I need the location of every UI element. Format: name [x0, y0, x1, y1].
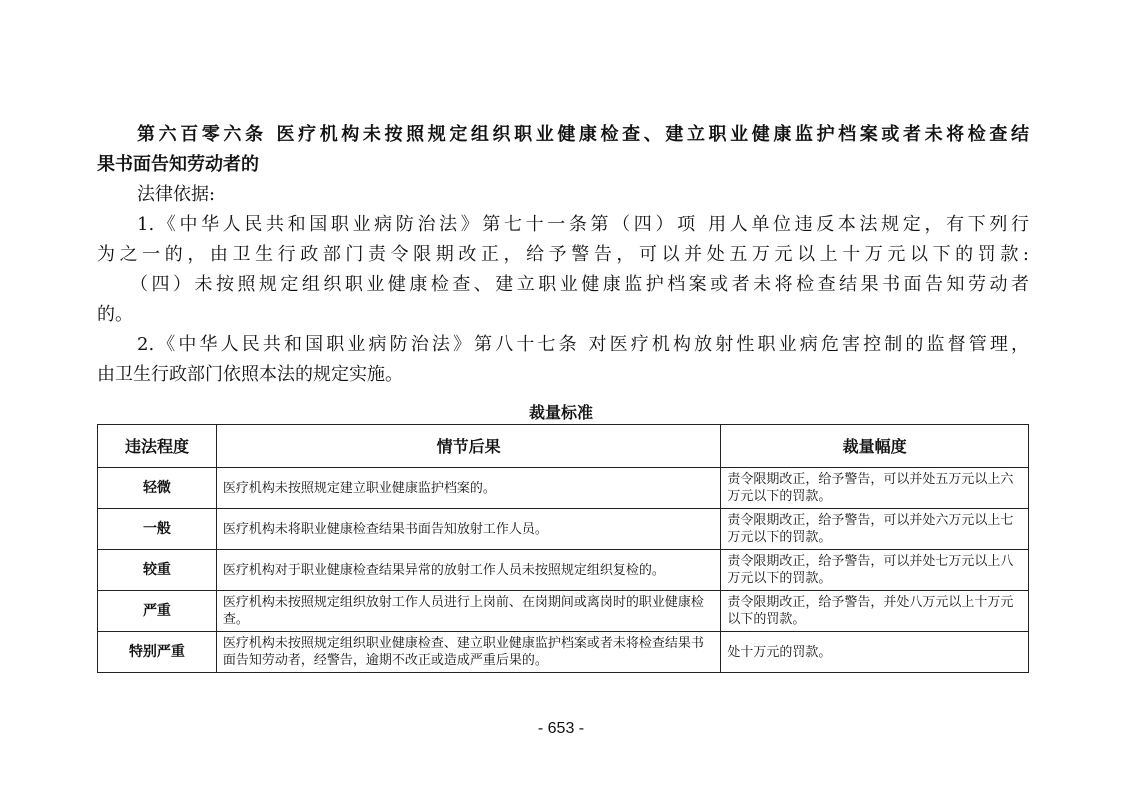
basis-1-line-1: 1.《中华人民共和国职业病防治法》第七十一条第（四）项 用人单位违反本法规定，有下列行: [137, 214, 1029, 235]
legal-basis-label: 法律依据:: [137, 184, 216, 205]
level-cell: 严重: [98, 591, 217, 632]
header-circumstance: 情节后果: [216, 425, 720, 468]
header-penalty: 裁量幅度: [721, 425, 1029, 468]
table-header-row: [98, 425, 1029, 468]
circumstance-cell: 医疗机构未按照规定组织职业健康检查、建立职业健康监护档案或者未将检查结果书面告知劳动者，经警告，逾期不改正或造成严重后果的。: [216, 632, 720, 673]
level-cell: 特别严重: [98, 632, 217, 673]
penalty-cell: 责令限期改正，给予警告，可以并处七万元以上八万元以下的罚款。: [721, 550, 1029, 591]
article-heading-line-2: 果书面告知劳动者的: [97, 154, 259, 175]
basis-2-line-1: 2.《中华人民共和国职业病防治法》第八十七条 对医疗机构放射性职业病危害控制的监督管理，: [137, 334, 1029, 355]
circumstance-cell: 医疗机构未按照规定组织放射工作人员进行上岗前、在岗期间或离岗时的职业健康检查。: [216, 591, 720, 632]
basis-item-4-line-1: （四）未按照规定组织职业健康检查、建立职业健康监护档案或者未将检查结果书面告知劳动者: [130, 274, 1029, 295]
discretion-standard-table: [97, 424, 1029, 673]
table-row: [98, 632, 1029, 673]
level-cell: 轻微: [98, 468, 217, 509]
table-row: [98, 591, 1029, 632]
circumstance-cell: 医疗机构未按照规定建立职业健康监护档案的。: [216, 468, 720, 509]
table-row: [98, 509, 1029, 550]
penalty-cell: 处十万元的罚款。: [721, 632, 1029, 673]
penalty-cell: 责令限期改正，给予警告，可以并处五万元以上六万元以下的罚款。: [721, 468, 1029, 509]
table-row: [98, 468, 1029, 509]
table-title: 裁量标准: [528, 403, 593, 422]
penalty-cell: 责令限期改正，给予警告，并处八万元以上十万元以下的罚款。: [721, 591, 1029, 632]
circumstance-cell: 医疗机构对于职业健康检查结果异常的放射工作人员未按照规定组织复检的。: [216, 550, 720, 591]
level-cell: 较重: [98, 550, 217, 591]
header-level: 违法程度: [98, 425, 217, 468]
basis-2-line-2: 由卫生行政部门依照本法的规定实施。: [97, 364, 403, 385]
level-cell: 一般: [98, 509, 217, 550]
basis-item-4-line-2: 的。: [97, 304, 133, 325]
penalty-cell: 责令限期改正，给予警告，可以并处六万元以上七万元以下的罚款。: [721, 509, 1029, 550]
article-heading-line-1: 第六百零六条 医疗机构未按照规定组织职业健康检查、建立职业健康监护档案或者未将检查结: [137, 124, 1029, 145]
page-number: - 653 -: [537, 720, 585, 737]
table-row: [98, 550, 1029, 591]
basis-1-line-2: 为之一的，由卫生行政部门责令限期改正，给予警告，可以并处五万元以上十万元以下的罚款:: [97, 244, 1029, 265]
circumstance-cell: 医疗机构未将职业健康检查结果书面告知放射工作人员。: [216, 509, 720, 550]
